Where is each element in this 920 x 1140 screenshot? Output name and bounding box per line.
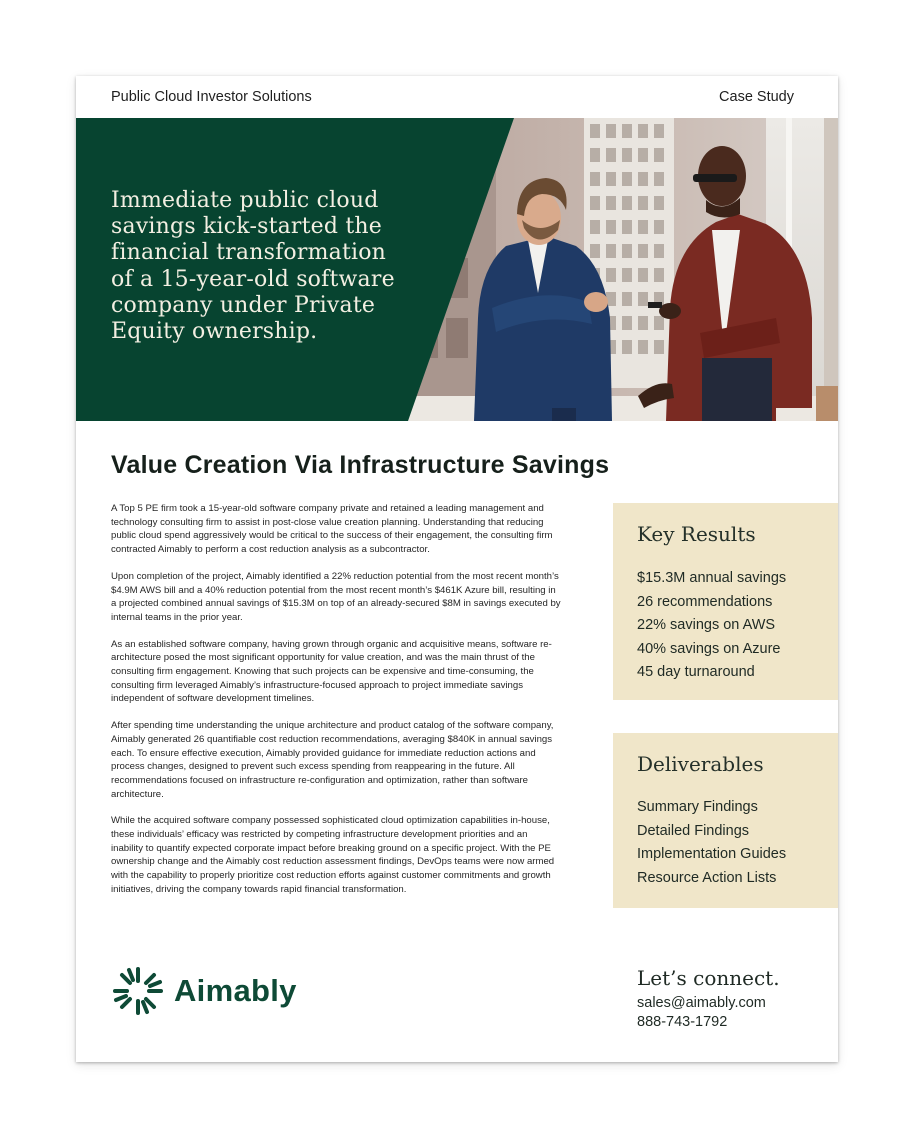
key-result-item: $15.3M annual savings bbox=[637, 570, 787, 586]
key-results-list bbox=[637, 567, 786, 685]
body-paragraph: After spending time understanding the unique architecture and product catalog of the software company, Aimably generated 26 quantifiable cost reduction recommendations, averaging $840K in annual savings each. To ensure effective execution, Aimably provided guidance for immediate reduction actions and process changes, designed to prevent such excess spending from reappearing in the future. All recommendations focused on infrastructure re-configuration and optimization, rather than software architecture. bbox=[111, 720, 554, 800]
header-right-label: Case Study bbox=[719, 89, 794, 105]
starburst-icon bbox=[111, 965, 165, 1017]
key-results-card bbox=[613, 503, 838, 700]
page-title: Value Creation Via Infrastructure Savings bbox=[111, 451, 610, 479]
brand-name: Aimably bbox=[174, 973, 297, 1008]
body-paragraph: While the acquired software company possessed sophisticated cloud optimization capabilities in-house, these individuals’ efficacy was restricted by competing infrastructure development priorities and an inability to quantify expected corporate impact before breaking ground on a specific project. With the PE ownership change and the Aimably cost reduction assessment findings, DevOps teams were now armed with the capability to properly prioritize cost reduction efforts against customer commitments and growth initiatives, driving the company towards rapid financial transformation. bbox=[111, 815, 555, 895]
header-left-label: Public Cloud Investor Solutions bbox=[111, 89, 312, 105]
deliverable-item: Summary Findings bbox=[637, 799, 758, 815]
hero-banner bbox=[76, 118, 838, 421]
body-paragraph: A Top 5 PE firm took a 15-year-old software company private and retained a leading management and technology consulting firm to assist in post-close value creation planning. Understanding that reducing public cloud spend aggressively would be critical to the success of their engagement, the consulting firm contracted Aimably to perform a cost reduction analysis as a subcontractor. bbox=[111, 503, 553, 556]
deliverable-item: Detailed Findings bbox=[637, 822, 750, 839]
page-header bbox=[76, 76, 838, 118]
deliverables-title: Deliverables bbox=[637, 752, 764, 776]
hero-headline: Immediate public cloud savings kick-started the financial transformation of a 15-year-old software company under Private Equity ownership. bbox=[111, 188, 395, 345]
deliverable-item: Resource Action Lists bbox=[637, 869, 777, 886]
body-paragraph: As an established software company, having grown through organic and acquisitive means, software re-architecture posed the most significant opportunity for value creation, and was the main thrust of the consulting firm engagement. Knowing that such projects can be expensive and time-consuming, the consulting firm leveraged Aimably’s infrastructure-focused approach to project immediate savings independent of software development timelines. bbox=[111, 638, 552, 705]
key-result-item: 40% savings on Azure bbox=[637, 640, 781, 657]
contact-phone[interactable]: 888-743-1792 bbox=[637, 1014, 728, 1030]
body-paragraph: Upon completion of the project, Aimably identified a 22% reduction potential from the most recent month’s $4.9M AWS bill and a 40% reduction potential from the most recent month’s $461K Azure bill, resulting in a projected combined annual savings of $15.3M on top of an already-secured $8M in savings executed by internal teams in the prior year. bbox=[111, 570, 561, 623]
deliverables-list bbox=[637, 796, 786, 890]
key-result-item: 26 recommendations bbox=[637, 593, 773, 610]
key-result-item: 45 day turnaround bbox=[637, 664, 755, 681]
body-text bbox=[111, 502, 561, 910]
key-result-item: 22% savings on AWS bbox=[637, 617, 776, 634]
case-study-page bbox=[76, 76, 838, 1062]
contact-email[interactable]: sales@aimably.com bbox=[637, 995, 766, 1011]
contact-block bbox=[637, 966, 780, 1032]
deliverable-item: Implementation Guides bbox=[637, 846, 787, 863]
key-results-title: Key Results bbox=[637, 522, 756, 546]
connect-title: Let’s connect. bbox=[637, 966, 780, 990]
deliverables-card bbox=[613, 733, 838, 908]
